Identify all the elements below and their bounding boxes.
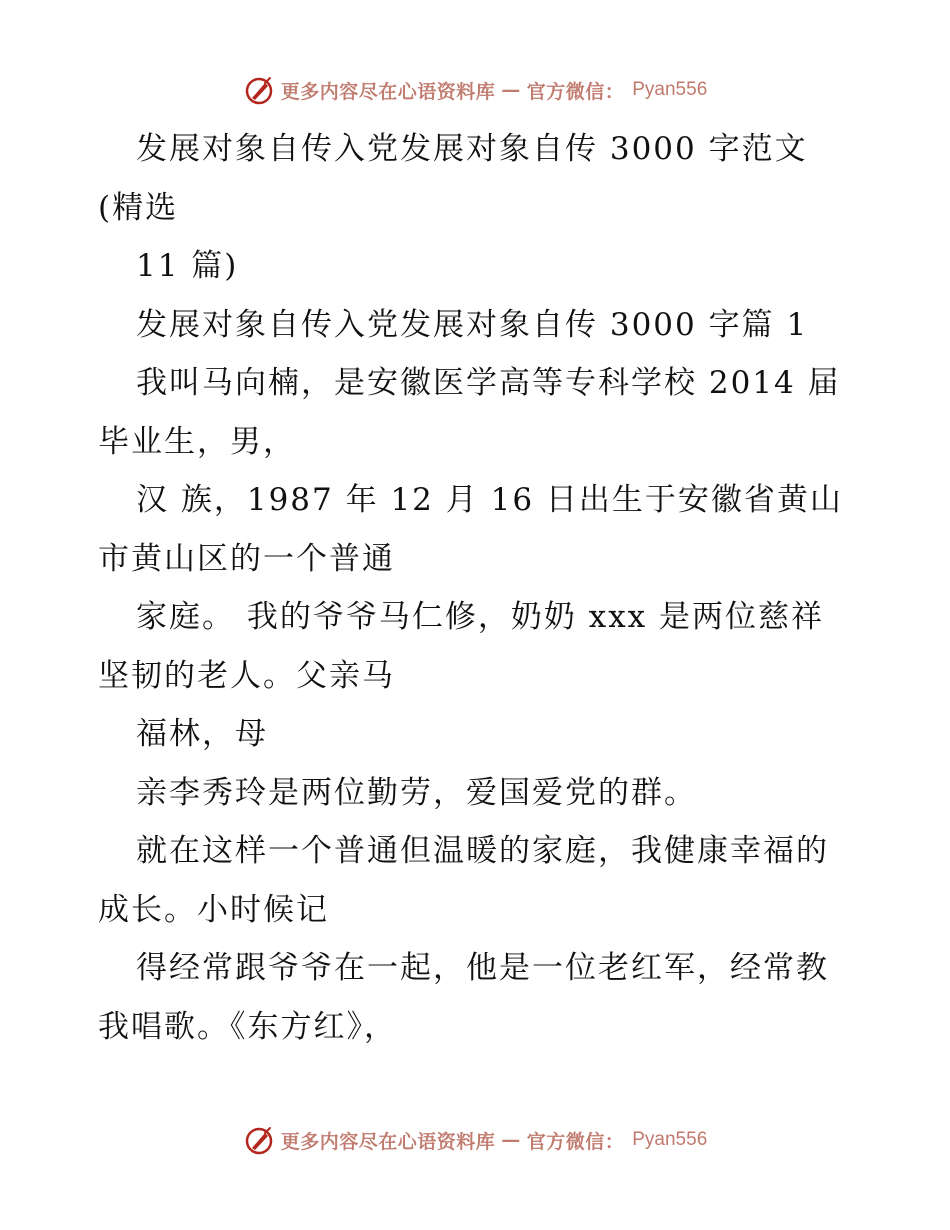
watermark-text: 更多内容尽在心语资料库: [280, 1130, 496, 1153]
paragraph-line: 我唱歌。《东方红》，: [98, 1008, 397, 1045]
watermark-wechat-label: 官方微信：: [526, 80, 625, 103]
watermark-wechat-id: Pyan556: [632, 1129, 708, 1150]
paragraph-line: 坚韧的老人。父亲马: [98, 657, 395, 694]
watermark-wechat-label: 官方微信：: [526, 1130, 625, 1153]
paragraph-line: 毕业生，男，: [98, 423, 296, 460]
header-watermark: [0, 70, 950, 110]
watermark-dash: —: [501, 79, 521, 101]
doc-title-line-1: 发展对象自传入党发展对象自传 3000 字范文: [136, 131, 808, 167]
paragraph-line: 汉 族，1987 年 12 月 16 日出生于安徽省黄山: [136, 482, 843, 518]
red-quill-seal-icon: [243, 74, 275, 106]
red-quill-seal-icon: [243, 1124, 275, 1156]
paragraph-line: 亲李秀玲是两位勤劳，爱国爱党的群。: [136, 774, 697, 811]
doc-title-line-3: 11 篇): [136, 248, 239, 284]
paragraph-line: 家庭。 我的爷爷马仁修，奶奶 xxx 是两位慈祥: [136, 599, 825, 635]
doc-title-line-2: (精选: [98, 189, 179, 226]
footer-watermark: [0, 1120, 950, 1160]
watermark-dash: —: [501, 1129, 521, 1151]
paragraph-line: 我叫马向楠，是安徽医学高等专科学校 2014 届: [136, 365, 841, 401]
paragraph-line: 就在这样一个普通但温暖的家庭，我健康幸福的: [136, 833, 829, 869]
watermark-text: 更多内容尽在心语资料库: [280, 80, 496, 103]
document-body: [98, 120, 858, 1056]
paragraph-line: 福林，母: [136, 716, 268, 752]
section-heading: 发展对象自传入党发展对象自传 3000 字篇 1: [136, 306, 809, 343]
paragraph-line: 市黄山区的一个普通: [98, 540, 395, 577]
paragraph-line: 得经常跟爷爷在一起，他是一位老红军，经常教: [136, 950, 829, 986]
watermark-wechat-id: Pyan556: [632, 79, 708, 100]
paragraph-line: 成长。小时候记: [98, 891, 329, 928]
